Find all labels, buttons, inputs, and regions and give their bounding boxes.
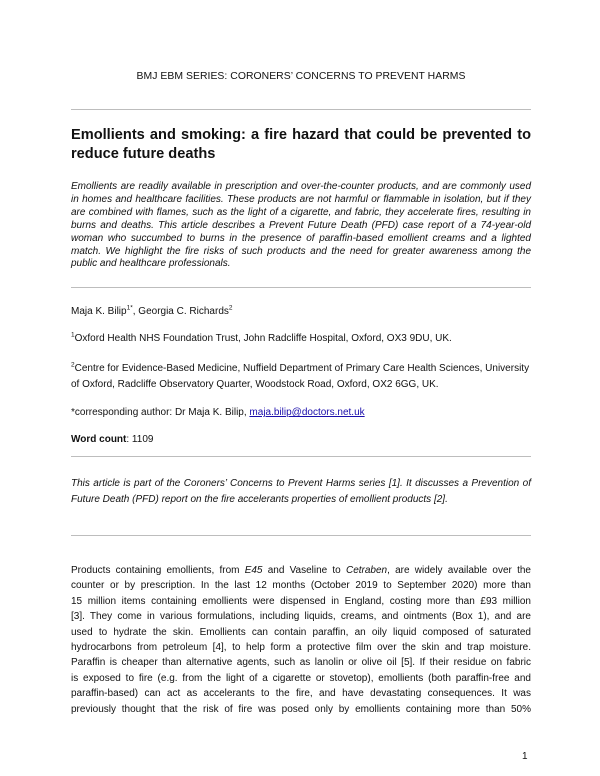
word-count-divider (71, 456, 531, 457)
email-link[interactable]: maja.bilip@doctors.net.uk (249, 407, 365, 418)
body-line: previously thought that the risk of fire was posed only by emollients containing more than 50% (71, 703, 531, 715)
affiliation-text: Centre for Evidence-Based Medicine, Nuffield Department of Primary Care Health Sciences, University of Oxford, Radcliffe Observatory Quarter, Woodstock Road, Oxford, OX2 6GG, UK. (71, 363, 530, 390)
author-name: Georgia C. Richards (138, 306, 229, 317)
series-header: BMJ EBM SERIES: CORONERS’ CONCERNS TO PREVENT HARMS (136, 71, 466, 82)
product-name: Cetraben (345, 565, 388, 576)
body-line: [3]. They come in various formulations, including liquids, creams, and ointments (Box 1), and are (71, 611, 531, 623)
body-line: paraffin-based) can act as accelerants to the fire, and have devastating consequences. It was (71, 688, 531, 700)
corresponding-author (71, 407, 365, 418)
body-line: is exposed to fire (e.g. from the light of a cigarette or stovetop), emollients (both paraffin-free and (71, 672, 531, 684)
affiliation (71, 331, 531, 347)
affiliation (71, 361, 531, 392)
author-affiliation-marker: 2 (228, 304, 233, 312)
note-divider (71, 535, 531, 536)
corresponding-label: *corresponding author: Dr Maja K. Bilip, (71, 407, 250, 418)
body-line: counter or by prescription. In the last 12 months (October 2019 to September 2020) more than (71, 580, 531, 592)
product-name: E45 (244, 565, 263, 576)
body-line: Paraffin is cheaper than alternative agents, such as lanolin or olive oil [5]. If their residue on fabric (71, 657, 531, 669)
header-divider (71, 109, 531, 110)
affiliation-text: Oxford Health NHS Foundation Trust, John Radcliffe Hospital, Oxford, OX3 9DU, UK. (74, 333, 452, 344)
author-affiliation-marker: 1* (126, 304, 133, 312)
body-line: 15 million items containing emollients were dispensed in England, costing more than £93 million (71, 595, 531, 607)
body-line: Products containing emollients, from E45 and Vaseline to Cetraben, are widely available over the (71, 565, 531, 576)
article-title: Emollients and smoking: a fire hazard that could be prevented to reduce future deaths (71, 127, 531, 162)
author-separator: , (132, 306, 139, 317)
affiliation-marker: 2 (71, 361, 75, 369)
abstract: Emollients are readily available in prescription and over-the-counter products, and are commonly used in homes and healthcare facilities. These products are not harmful or flammable in isolation, but if they are combined with flames, such as the light of a cigarette, and fabric, they accelerate fires, resulting in burns and deaths. This article describes a Prevent Future Death (PFD) case report of a 74-year-old woman who succumbed to burns in the presence of paraffin-based emollient creams and a lighted match. We highlight the fire risks of such products and the need for greater awareness among the public and healthcare professionals. (71, 181, 531, 270)
author-list (71, 306, 233, 317)
page-number: 1 (522, 751, 528, 762)
series-note: This article is part of the Coroners’ Concerns to Prevent Harms series [1]. It discusses a Prevention of Future Death (PFD) report on the fire accelerants properties of emollient products [2]. (71, 478, 531, 505)
author-name: Maja K. Bilip (71, 306, 127, 317)
abstract-divider (71, 287, 531, 288)
body-line: hydrocarbons from petroleum [4], to help form a protective film over the skin and trap moisture. (71, 642, 531, 654)
word-count-value: : 1109 (126, 434, 154, 445)
word-count (71, 434, 153, 445)
body-paragraph (71, 563, 531, 717)
body-line: used to hydrate the skin. Emollients can contain paraffin, an oily liquid composed of saturated (71, 626, 531, 638)
affiliation-marker: 1 (71, 331, 75, 339)
word-count-label: Word count (71, 434, 127, 445)
